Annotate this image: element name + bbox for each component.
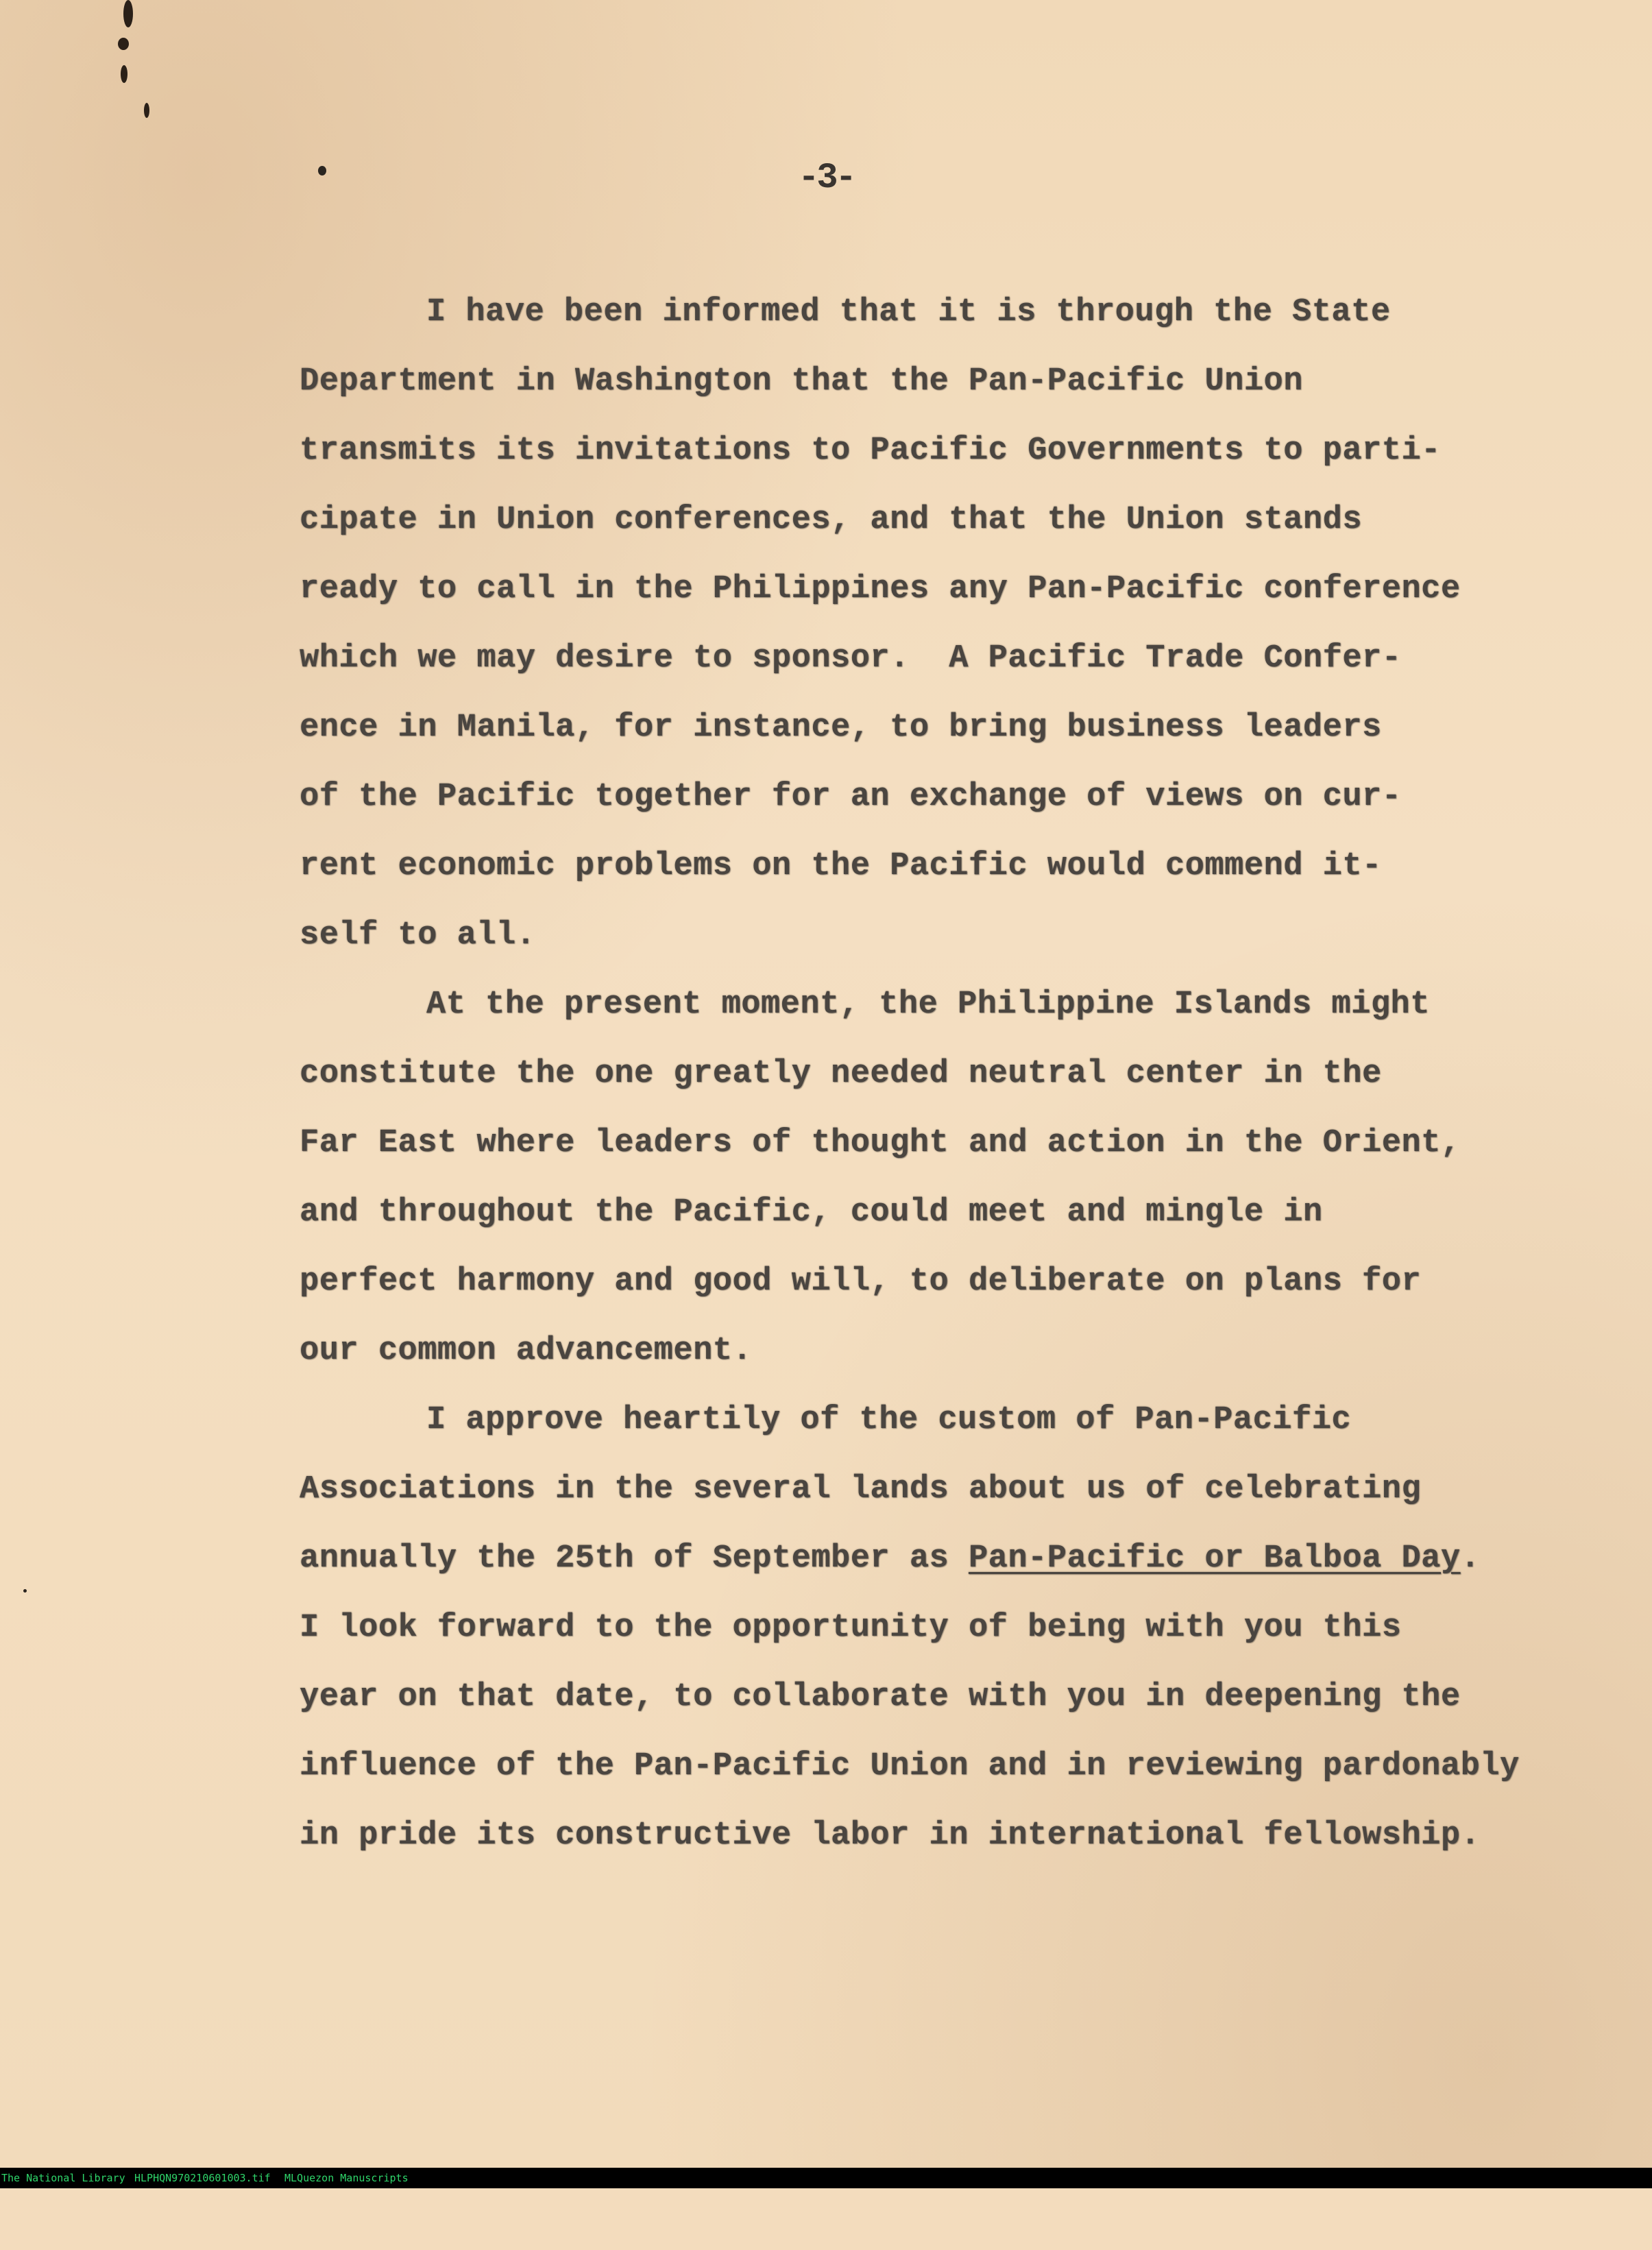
margin-ink-mark [23, 1589, 27, 1593]
paragraph-1 [300, 278, 1629, 970]
text-line: and throughout the Pacific, could meet and mingle in [300, 1194, 1323, 1231]
text-line: I have been informed that it is through the State [426, 294, 1391, 330]
page-number: -3- [798, 158, 854, 198]
text-line: ence in Manila, for instance, to bring business leaders [300, 710, 1382, 746]
text-line: At the present moment, the Philippine Islands might [426, 987, 1430, 1023]
binding-holes [103, 0, 185, 137]
scan-footer-bar [0, 2168, 1652, 2188]
text-line: our common advancement. [300, 1333, 753, 1369]
underline-line-suffix: . [1460, 1540, 1481, 1577]
text-line: transmits its invitations to Pacific Governments to parti- [300, 433, 1441, 469]
text-line: cipate in Union conferences, and that the Union stands [300, 502, 1363, 538]
footer-collection: MLQuezon Manuscripts [284, 2172, 409, 2184]
text-line: year on that date, to collaborate with you in deepening the [300, 1679, 1461, 1715]
letter-body [300, 278, 1629, 1870]
text-line: Far East where leaders of thought and action in the Orient, [300, 1125, 1461, 1161]
text-line: ready to call in the Philippines any Pan-Pacific conference [300, 571, 1461, 607]
underline-line-prefix: annually the 25th of September as [300, 1540, 969, 1577]
text-line: perfect harmony and good will, to deliberate on plans for [300, 1263, 1422, 1300]
text-line: Department in Washington that the Pan-Pacific Union [300, 363, 1303, 400]
text-line: I look forward to the opportunity of being with you this [300, 1610, 1402, 1646]
text-line: Associations in the several lands about us of celebrating [300, 1471, 1422, 1508]
text-line: influence of the Pan-Pacific Union and in reviewing pardonably [300, 1748, 1520, 1785]
paragraph-2 [300, 970, 1629, 1386]
underlined-holiday-name: Pan-Pacific or Balboa Day [968, 1540, 1461, 1577]
footer-library: The National Library [1, 2172, 125, 2184]
text-line: self to all. [300, 917, 536, 954]
footer-file-id: HLPHQN970210601003.tif [134, 2172, 271, 2184]
text-line-with-underline [300, 1524, 1629, 1593]
text-line: which we may desire to sponsor. A Pacific Trade Confer- [300, 640, 1402, 677]
paragraph-3 [300, 1386, 1629, 1870]
text-line: in pride its constructive labor in international fellowship. [300, 1817, 1481, 1854]
text-line: I approve heartily of the custom of Pan-Pacific [426, 1402, 1352, 1438]
text-line: of the Pacific together for an exchange of views on cur- [300, 779, 1402, 815]
text-line: rent economic problems on the Pacific would commend it- [300, 848, 1382, 884]
text-line: constitute the one greatly needed neutral center in the [300, 1056, 1382, 1092]
